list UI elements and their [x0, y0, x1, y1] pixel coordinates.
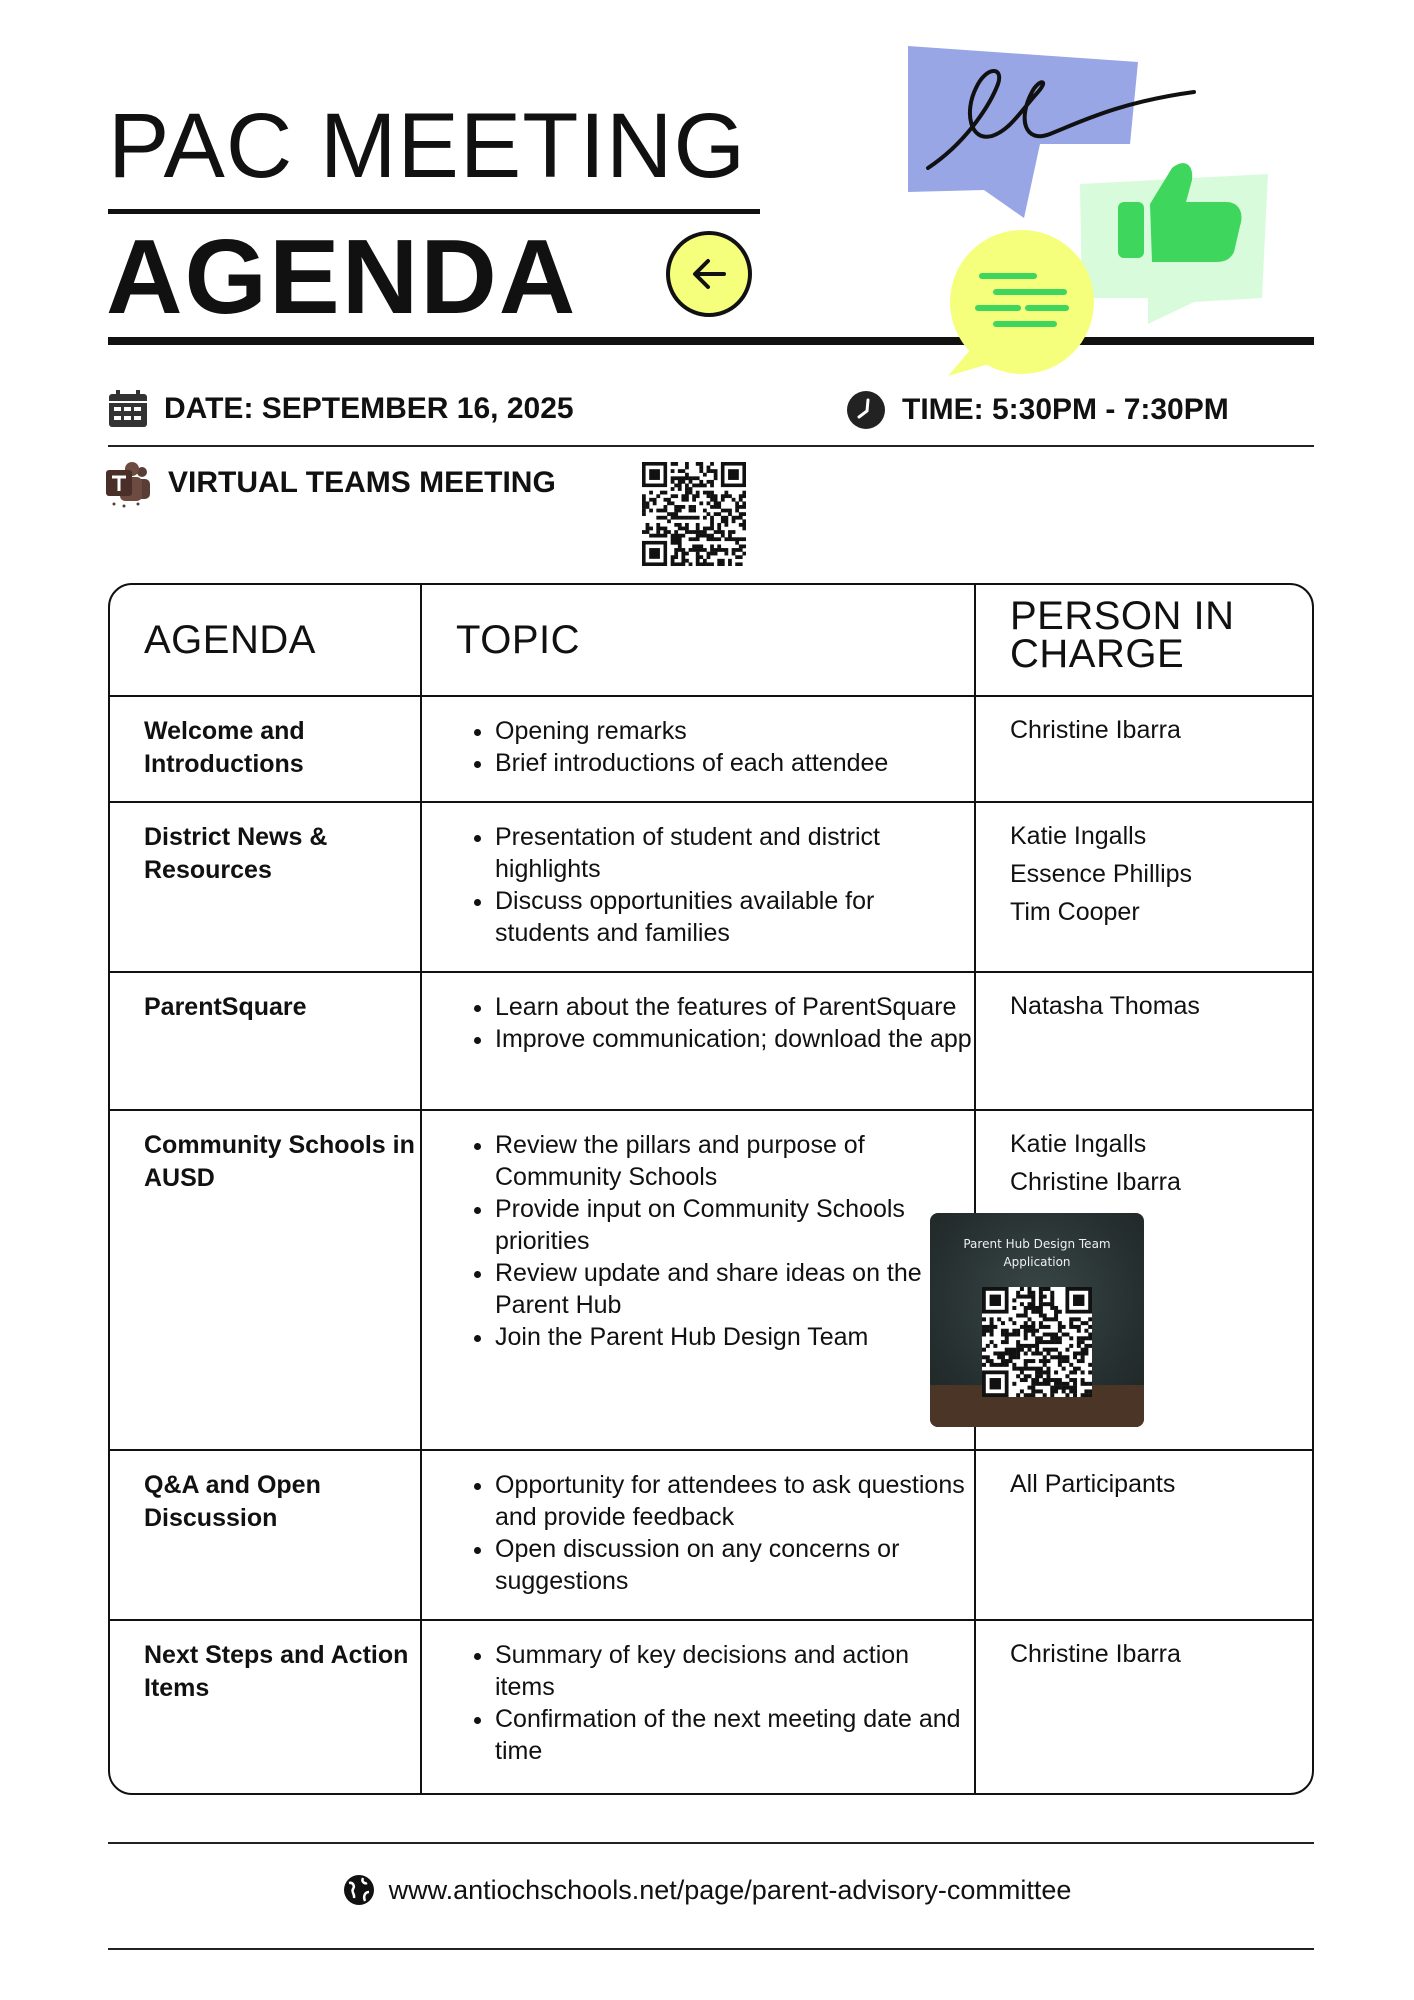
topic-item: • Presentation of student and district highlights	[495, 821, 974, 885]
person-name: Katie Ingalls	[1010, 822, 1147, 850]
topic-item: • Learn about the features of ParentSquare	[495, 991, 974, 1023]
qr-card-code-frame	[982, 1287, 1092, 1397]
topic-item: • Review the pillars and purpose of Community Schools	[495, 1129, 974, 1193]
person-name: Christine Ibarra	[1010, 1168, 1181, 1196]
agenda-table	[108, 583, 1314, 1795]
topic-item: • Review update and share ideas on the Parent Hub	[495, 1257, 974, 1321]
header-topic: TOPIC	[422, 585, 976, 695]
thumbs-up-bubble-icon	[1080, 163, 1268, 324]
agenda-item: Next Steps and Action Items	[110, 1621, 422, 1795]
table-row	[110, 973, 1312, 1111]
agenda-item: ParentSquare	[110, 973, 422, 1109]
header-agenda: AGENDA	[110, 585, 422, 695]
person-name: Christine Ibarra	[1010, 716, 1181, 744]
date-label: DATE: SEPTEMBER 16, 2025	[164, 392, 574, 425]
clock-icon	[846, 390, 886, 430]
header-person: PERSON IN CHARGE	[1010, 594, 1235, 676]
arrow-left-icon	[684, 249, 734, 299]
footer-divider-top	[108, 1842, 1314, 1844]
table-row	[110, 697, 1312, 803]
chat-bubbles-illustration	[900, 40, 1280, 380]
time-label: TIME: 5:30PM - 7:30PM	[902, 393, 1229, 426]
meeting-qr-code[interactable]	[642, 462, 746, 566]
topic-item: • Summary of key decisions and action items	[495, 1639, 974, 1703]
meeting-venue	[104, 458, 556, 508]
info-divider	[108, 445, 1314, 447]
person-name: Essence Phillips	[1010, 860, 1193, 888]
topic-item: • Brief introductions of each attendee	[495, 747, 974, 779]
table-row	[110, 1621, 1312, 1795]
person-cell	[976, 803, 1312, 971]
person-name: Katie Ingalls	[1010, 1130, 1147, 1158]
topic-item: • Open discussion on any concerns or suggestions	[495, 1533, 974, 1597]
topic-item: • Join the Parent Hub Design Team	[495, 1321, 974, 1353]
venue-label: VIRTUAL TEAMS MEETING	[168, 466, 556, 499]
person-name: Natasha Thomas	[1010, 992, 1200, 1020]
person-cell	[976, 973, 1312, 1109]
topic-item: • Opportunity for attendees to ask questions and provide feedback	[495, 1469, 974, 1533]
table-header	[110, 585, 1312, 697]
agenda-item: District News & Resources	[110, 803, 422, 971]
qr-card-title: Parent Hub Design Team Application	[963, 1237, 1111, 1269]
table-row	[110, 1451, 1312, 1621]
back-button[interactable]	[666, 231, 752, 317]
table-row	[110, 803, 1312, 973]
person-cell	[976, 1621, 1312, 1795]
calendar-icon	[108, 390, 148, 428]
person-cell	[976, 697, 1312, 801]
person-cell	[976, 1451, 1312, 1619]
message-bubble-icon	[948, 230, 1094, 376]
agenda-item: Welcome and Introductions	[110, 697, 422, 801]
topic-list	[422, 991, 974, 1055]
topic-list	[422, 1469, 974, 1597]
topic-item: • Confirmation of the next meeting date and time	[495, 1703, 974, 1767]
topic-item: • Discuss opportunities available for students and families	[495, 885, 974, 949]
topic-list	[422, 715, 974, 779]
footer	[0, 1874, 1414, 1906]
meeting-date	[108, 390, 574, 428]
person-name: Tim Cooper	[1010, 898, 1140, 926]
topic-item: • Opening remarks	[495, 715, 974, 747]
footer-divider-bottom	[108, 1948, 1314, 1950]
meeting-time	[846, 390, 1229, 430]
person-name: All Participants	[1010, 1470, 1176, 1498]
topic-list	[422, 1129, 974, 1353]
topic-list	[422, 821, 974, 949]
agenda-item: Q&A and Open Discussion	[110, 1451, 422, 1619]
topic-list	[422, 1639, 974, 1767]
topic-item: • Improve communication; download the app	[495, 1023, 974, 1055]
topic-item: • Provide input on Community Schools priorities	[495, 1193, 974, 1257]
parent-hub-qr-code[interactable]	[982, 1287, 1092, 1397]
person-name: Christine Ibarra	[1010, 1640, 1181, 1668]
page-title: AGENDA	[106, 218, 578, 336]
globe-icon	[343, 1874, 375, 1906]
agenda-item: Community Schools in AUSD	[110, 1111, 422, 1449]
teams-icon	[104, 458, 152, 508]
parent-hub-qr-card[interactable]	[930, 1213, 1144, 1427]
title-divider	[108, 209, 760, 214]
title-top: PAC MEETING	[108, 95, 747, 197]
website-link[interactable]: www.antiochschools.net/page/parent-advisory-committee	[388, 1874, 1072, 1905]
